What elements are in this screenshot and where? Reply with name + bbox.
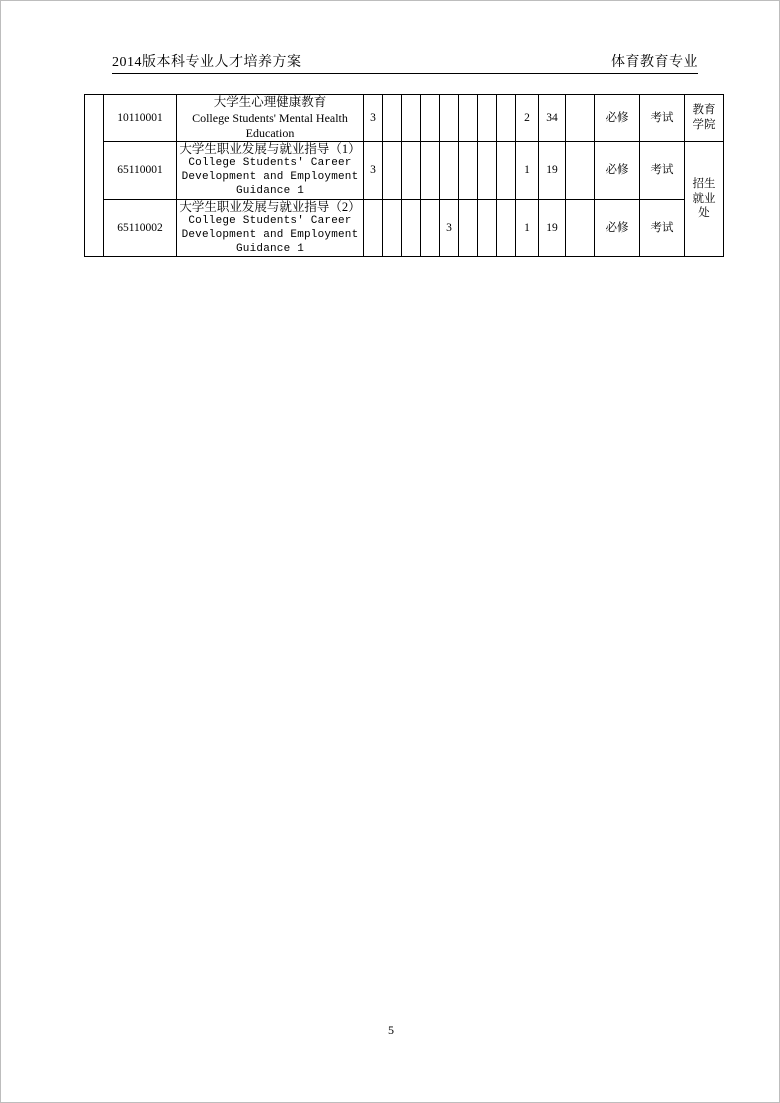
term-cell-3 xyxy=(402,95,421,142)
term-cell-3 xyxy=(402,141,421,199)
course-name-en-line1: College Students' Career xyxy=(188,215,352,228)
hours-cell: 19 xyxy=(539,199,566,257)
course-code-cell: 10110001 xyxy=(104,95,177,142)
term-cell-2 xyxy=(383,199,402,257)
row-spacer-cell xyxy=(85,95,104,257)
course-name-en-line2: Education xyxy=(245,125,295,140)
term-cell-7 xyxy=(478,199,497,257)
term-cell-4 xyxy=(421,95,440,142)
department-cell xyxy=(685,95,724,142)
department-stack xyxy=(685,103,723,132)
course-name-cell xyxy=(177,95,364,142)
term-cell-5 xyxy=(440,141,459,199)
term-cell-8 xyxy=(497,199,516,257)
header-divider xyxy=(112,73,698,74)
hours-cell: 19 xyxy=(539,141,566,199)
term-cell-7 xyxy=(478,141,497,199)
course-name-cn: 大学生职业发展与就业指导（2） xyxy=(179,199,361,214)
course-table xyxy=(84,94,724,257)
course-type-cell: 必修 xyxy=(595,95,640,142)
course-name-en-line2: Development and Employment xyxy=(181,171,359,183)
extra-cell xyxy=(566,199,595,257)
term-cell-3 xyxy=(402,199,421,257)
page-header xyxy=(84,51,698,77)
credit-cell: 1 xyxy=(516,141,539,199)
course-name-en-line1: College Students' Career xyxy=(188,157,352,170)
course-name-en-line3: Guidance 1 xyxy=(235,184,304,197)
term-cell-2 xyxy=(383,141,402,199)
page-number: 5 xyxy=(388,1023,394,1037)
extra-cell xyxy=(566,141,595,199)
term-cell-6 xyxy=(459,141,478,199)
term-cell-5 xyxy=(440,95,459,142)
department-line-1: 招生 xyxy=(692,178,716,191)
course-type-cell: 必修 xyxy=(595,141,640,199)
table-row xyxy=(85,141,724,199)
course-name-cn: 大学生职业发展与就业指导（1） xyxy=(179,141,361,156)
term-cell-2 xyxy=(383,95,402,142)
course-table-wrapper xyxy=(84,94,716,257)
term-cell-1 xyxy=(364,199,383,257)
table-row xyxy=(85,199,724,257)
term-cell-8 xyxy=(497,95,516,142)
term-cell-8 xyxy=(497,141,516,199)
assessment-cell: 考试 xyxy=(640,141,685,199)
department-line-2: 就业 xyxy=(692,192,716,205)
department-line-3: 处 xyxy=(698,207,710,220)
assessment-cell: 考试 xyxy=(640,95,685,142)
department-stack xyxy=(685,177,723,220)
credit-cell: 2 xyxy=(516,95,539,142)
header-right-title: 体育教育专业 xyxy=(611,55,698,70)
department-cell xyxy=(685,141,724,257)
course-name-cell xyxy=(177,141,364,199)
extra-cell xyxy=(566,95,595,142)
term-cell-1: 3 xyxy=(364,141,383,199)
term-cell-6 xyxy=(459,95,478,142)
header-left-title: 2014版本科专业人才培养方案 xyxy=(112,55,302,70)
term-cell-6 xyxy=(459,199,478,257)
term-cell-4 xyxy=(421,199,440,257)
course-name-en-line2: Development and Employment xyxy=(181,228,359,241)
course-type-cell: 必修 xyxy=(595,199,640,257)
term-cell-7 xyxy=(478,95,497,142)
department-line-2: 学院 xyxy=(692,118,716,131)
hours-cell: 34 xyxy=(539,95,566,142)
table-row xyxy=(85,95,724,142)
term-cell-4 xyxy=(421,141,440,199)
term-cell-5: 3 xyxy=(440,199,459,257)
credit-cell: 1 xyxy=(516,199,539,257)
page-footer xyxy=(1,1023,780,1038)
assessment-cell: 考试 xyxy=(640,199,685,257)
course-name-cn: 大学生心理健康教育 xyxy=(213,95,327,109)
term-cell-1: 3 xyxy=(364,95,383,142)
course-name-cell xyxy=(177,199,364,257)
course-name-en-line3: Guidance 1 xyxy=(235,242,304,255)
course-code-cell: 65110002 xyxy=(104,199,177,257)
course-code-cell: 65110001 xyxy=(104,141,177,199)
course-name-en-line1: College Students' Mental Health xyxy=(192,110,348,125)
department-line-1: 教育 xyxy=(692,104,716,117)
